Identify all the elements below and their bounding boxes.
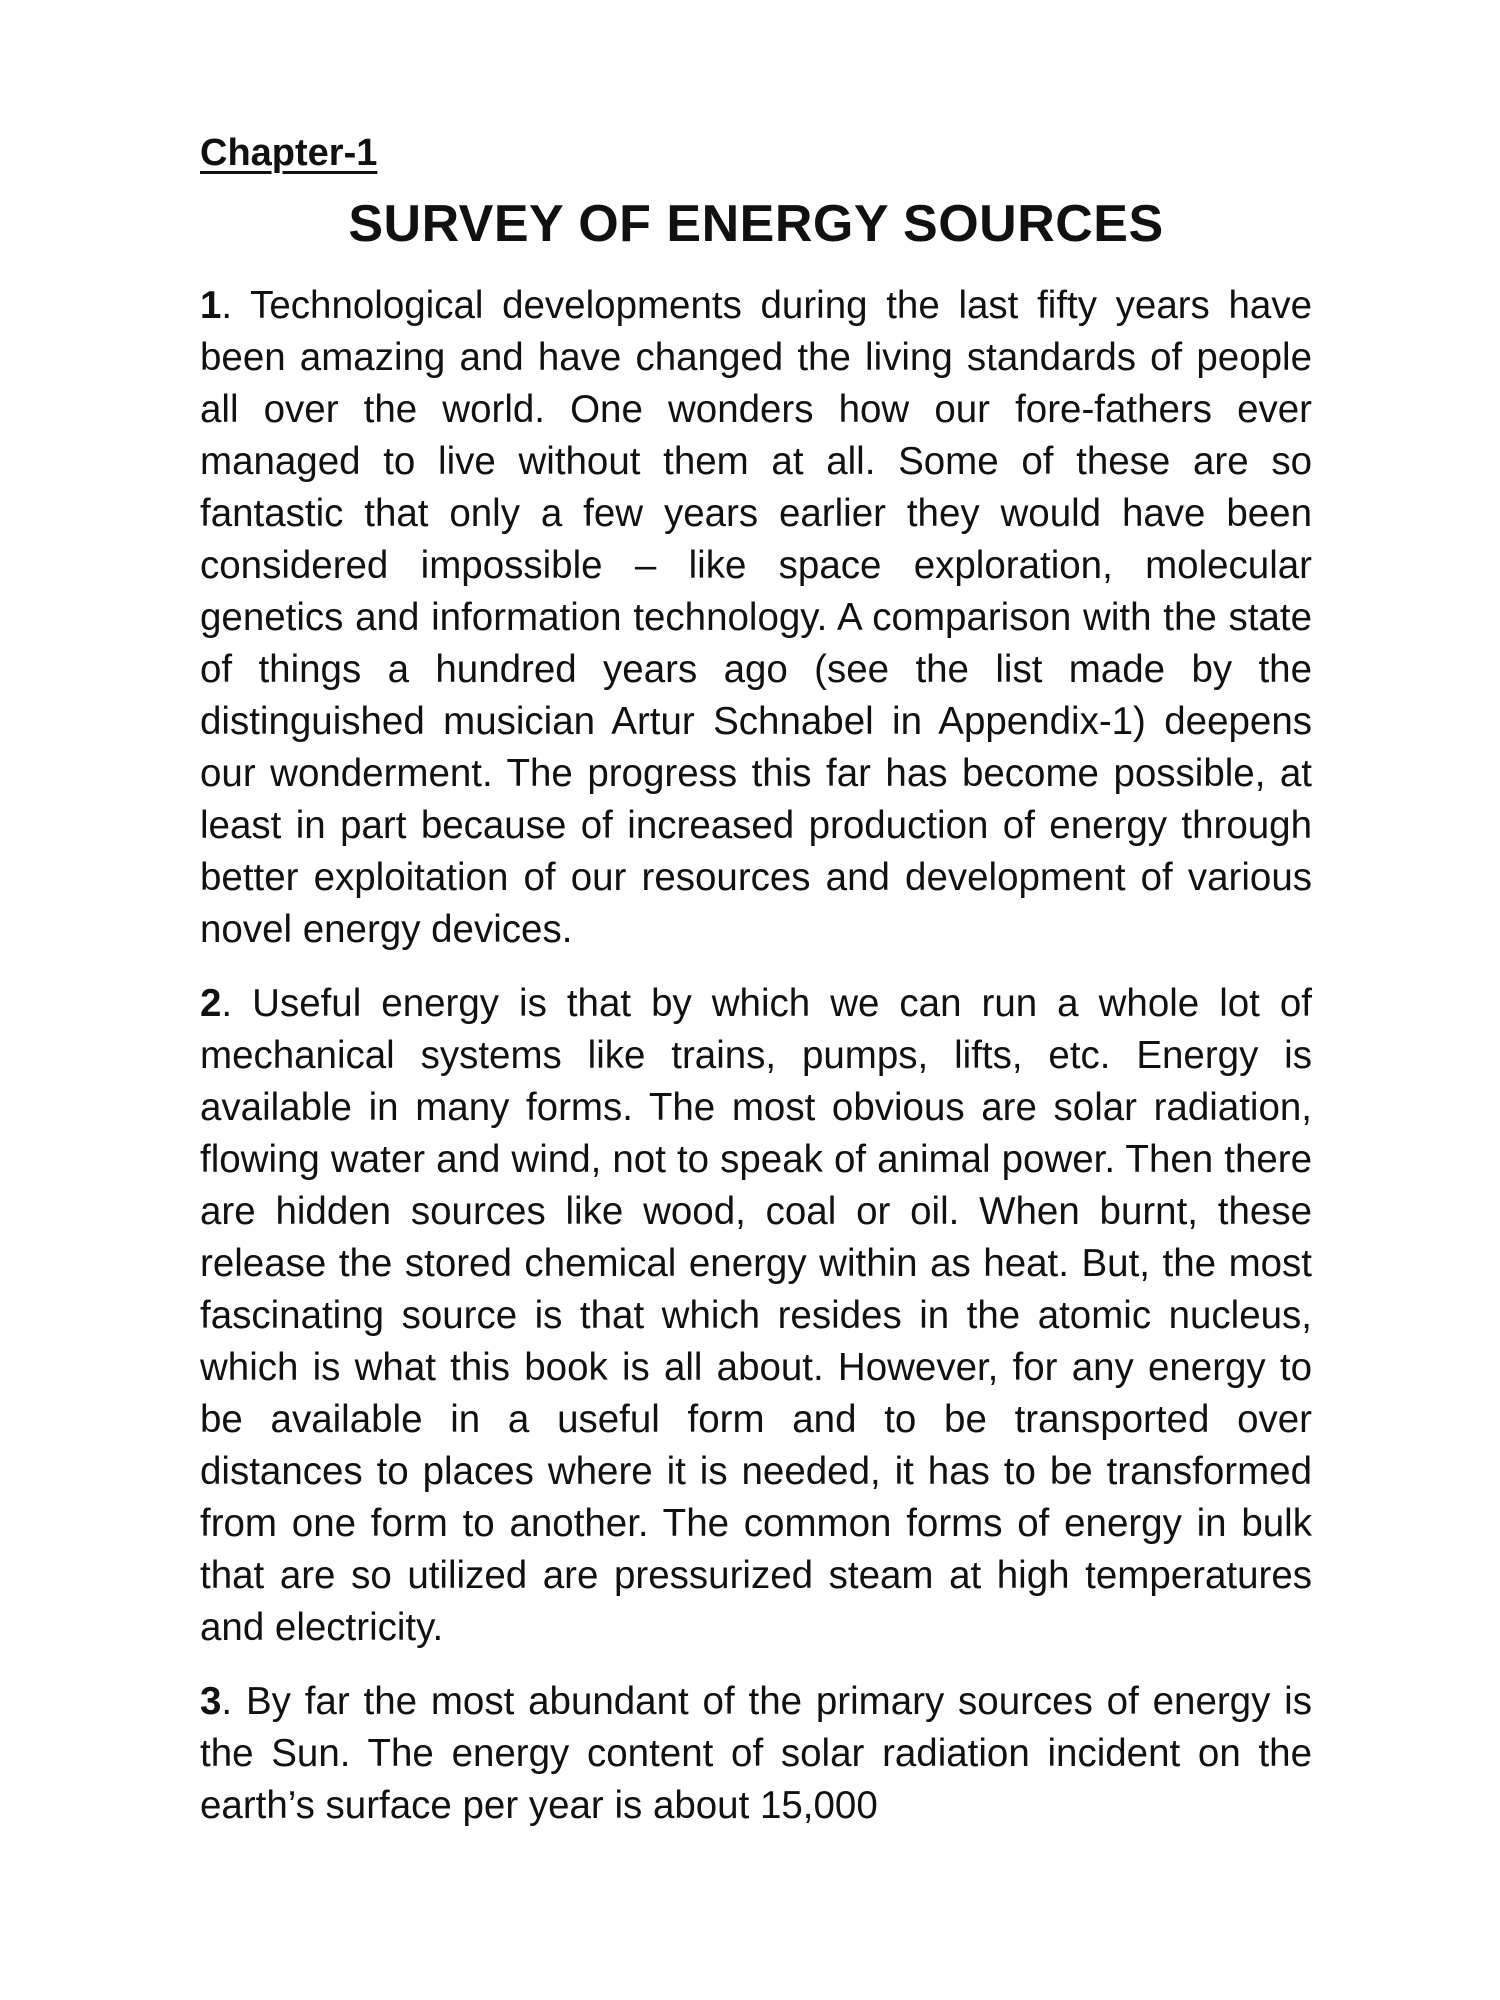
document-page — [200, 130, 1312, 1854]
paragraph-number: 1 — [200, 284, 222, 327]
paragraph-1 — [200, 280, 1312, 956]
paragraph-number: 3 — [200, 1680, 222, 1723]
paragraph-number: 2 — [200, 982, 222, 1025]
paragraph-text: . Useful energy is that by which we can run a whole lot of mechanical systems like trains, pumps, lifts, etc. Energy is available in many forms. The most obvious are solar radiation, flowing water and wind, not to speak of animal power. Then there are hidden sources like wood, coal or oil. When burnt, these release the stored chemical energy within as heat. But, the most fascinating source is that which resides in the atomic nucleus, which is what this book is all about. However, for any energy to be available in a useful form and to be transported over distances to places where it is needed, it has to be transformed from one form to another. The common forms of energy in bulk that are so utilized are pressurized steam at high temperatures and electricity. — [200, 982, 1312, 1649]
chapter-label: Chapter-1 — [200, 132, 378, 174]
page-title: SURVEY OF ENERGY SOURCES — [348, 195, 1164, 253]
paragraph-text: . By far the most abundant of the primary sources of energy is the Sun. The energy content of solar radiation incident on the earth’s surface per year is about 15,000 — [200, 1680, 1312, 1827]
paragraph-3 — [200, 1676, 1312, 1832]
paragraph-text: . Technological developments during the last fifty years have been amazing and have changed the living standards of people all over the world. One wonders how our fore-fathers ever managed to live without them at all. Some of these are so fantastic that only a few years earlier they would have been considered impossible – like space exploration, molecular genetics and information technology. A comparison with the state of things a hundred years ago (see the list made by the distinguished musician Artur Schnabel in Appendix-1) deepens our wonderment. The progress this far has become possible, at least in part because of increased production of energy through better exploitation of our resources and development of various novel energy devices. — [200, 284, 1312, 951]
paragraph-2 — [200, 978, 1312, 1654]
